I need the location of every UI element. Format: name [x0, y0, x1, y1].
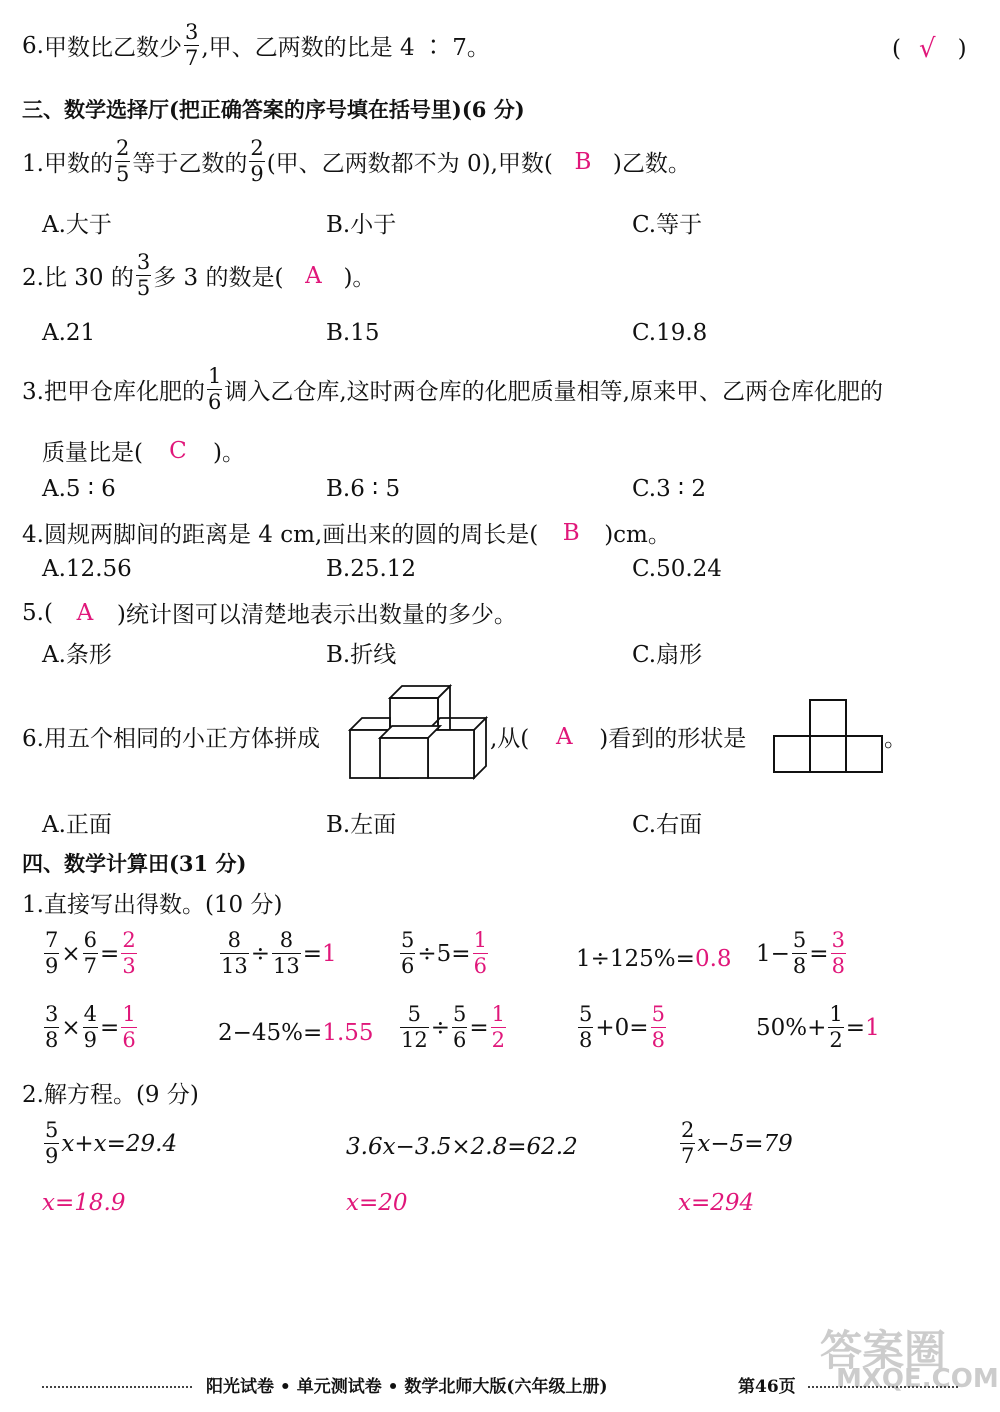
- question-3: 3.把甲仓库化肥的 $\frac{1}{6}$ 调入乙仓库,这时两仓库的化肥质量相等,原来甲、乙两仓库化肥的: [22, 364, 883, 414]
- question-6: 6.用五个相同的小正方体拼成: [22, 726, 320, 752]
- fraction: $\frac{2}{5}$: [115, 136, 130, 186]
- option-b: B.折线: [326, 642, 397, 668]
- answer: A: [555, 723, 573, 750]
- item-number: 6.: [22, 32, 44, 59]
- item-text-pre: 甲数比乙数少: [43, 35, 182, 61]
- option-c: C.50.24: [632, 556, 722, 582]
- answer: 1: [322, 940, 337, 967]
- question-1: 1.甲数的 $\frac{2}{5}$ 等于乙数的 $\frac{2}{9}$ (甲、乙两数都不为 0),甲数( B )乙数。: [22, 136, 691, 186]
- answer: $\frac{2}{3}$: [122, 928, 136, 978]
- option-c: C.19.8: [632, 320, 708, 346]
- option-c: C.3 ∶ 2: [632, 476, 706, 502]
- option-a: A.21: [42, 320, 96, 346]
- option-b: B.15: [326, 320, 380, 346]
- answer: 1.55: [322, 1020, 374, 1046]
- answer: C: [169, 437, 187, 464]
- calc-r2c3: $\frac{5}{12}$ ÷ $\frac{5}{6}$ = $\frac{1}{2}$: [401, 1002, 506, 1052]
- option-a: A.正面: [42, 812, 112, 838]
- option-b: B.小于: [326, 212, 397, 238]
- footer-title: 阳光试卷 • 单元测试卷 • 数学北师大版(六年级上册): [206, 1377, 608, 1397]
- fraction: $\frac{2}{9}$: [250, 136, 264, 186]
- fraction: $\frac{1}{6}$: [207, 364, 222, 414]
- question-4: 4.圆规两脚间的距离是 4 cm,画出来的圆的周长是( B )cm。: [22, 519, 671, 548]
- answer: $\frac{1}{6}$: [122, 1002, 136, 1052]
- option-c: C.等于: [632, 212, 703, 238]
- subsection-2-title: 2.解方程。(9 分): [22, 1082, 199, 1108]
- page-number: 第46页: [738, 1377, 796, 1397]
- calc-r1c2: $\frac{8}{13}$ ÷ $\frac{8}{13}$ = 1: [221, 928, 337, 978]
- calc-r1c4: 1÷125% = 0.8: [576, 946, 732, 972]
- question-6-tail: ,从( A )看到的形状是: [490, 723, 747, 752]
- calc-r1c5: 1− $\frac{5}{8}$ = $\frac{3}{8}$: [756, 928, 845, 978]
- calc-r2c1: $\frac{3}{8}$ × $\frac{4}{9}$ = $\frac{1}{6}$: [45, 1002, 136, 1052]
- option-a: A.大于: [42, 212, 112, 238]
- cube-figure-icon: [348, 682, 488, 782]
- period: 。: [884, 726, 907, 752]
- option-c: C.右面: [632, 812, 703, 838]
- calc-r2c2: 2−45% = 1.55: [218, 1020, 374, 1046]
- equation-3: $\frac{2}{7}$ x−5=79: [681, 1118, 793, 1168]
- answer: 1: [865, 1014, 880, 1041]
- answer: A: [76, 599, 94, 626]
- calc-r2c5: 50%+ $\frac{1}{2}$ = 1: [756, 1002, 880, 1052]
- view-shape-icon: [772, 698, 884, 774]
- question-5: 5.( A )统计图可以清楚地表示出数量的多少。: [22, 599, 517, 628]
- answer: $\frac{1}{2}$: [491, 1002, 506, 1052]
- calc-r1c3: $\frac{5}{6}$ ÷5 = $\frac{1}{6}$: [401, 928, 487, 978]
- footer-dots-right: [808, 1386, 958, 1388]
- equation-2: 3.6x−3.5×2.8=62.2: [346, 1134, 578, 1160]
- answer: B: [574, 148, 592, 175]
- answer: A: [305, 262, 322, 289]
- answer: $\frac{1}{6}$: [473, 928, 487, 978]
- equation-1: $\frac{5}{9}$ x+x=29.4: [45, 1118, 178, 1168]
- equation-1-answer: x=18.9: [42, 1190, 126, 1216]
- option-b: B.25.12: [326, 556, 417, 582]
- option-a: A.条形: [42, 642, 112, 668]
- option-c: C.扇形: [632, 642, 703, 668]
- option-b: B.左面: [326, 812, 397, 838]
- part2-item6: [22, 22, 490, 69]
- watermark-logo: 答案圈: [820, 1326, 947, 1375]
- check-mark-icon: √: [918, 34, 936, 64]
- fraction: $\frac{3}{5}$: [136, 250, 151, 300]
- calc-r1c1: $\frac{7}{9}$ × $\frac{6}{7}$ = $\frac{2}{3}$: [45, 928, 136, 978]
- fraction: $\frac{3}{7}$: [184, 20, 199, 70]
- option-a: A.12.56: [42, 556, 132, 582]
- question-3-line2: 质量比是( C )。: [42, 437, 245, 466]
- footer-dots-left: [42, 1386, 192, 1388]
- option-b: B.6 ∶ 5: [326, 476, 401, 502]
- option-a: A.5 ∶ 6: [42, 476, 116, 502]
- answer: 0.8: [694, 946, 732, 972]
- answer: B: [562, 519, 580, 546]
- equation-2-answer: x=20: [346, 1190, 408, 1216]
- watermark-url: MXQE.COM: [836, 1364, 999, 1394]
- question-2: 2.比 30 的 $\frac{3}{5}$ 多 3 的数是( A )。: [22, 250, 376, 300]
- calc-r2c4: $\frac{5}{8}$ +0 = $\frac{5}{8}$: [579, 1002, 665, 1052]
- subsection-1-title: 1.直接写出得数。(10 分): [22, 892, 283, 918]
- equation-3-answer: x=294: [678, 1190, 755, 1216]
- section4-title: 四、数学计算田(31 分): [22, 851, 247, 876]
- answer: $\frac{3}{8}$: [831, 928, 845, 978]
- item-text-post: ,甲、乙两数的比是 4 ∶ 7。: [201, 35, 490, 61]
- true-false-answer: ( √ ): [892, 34, 967, 64]
- answer: $\frac{5}{8}$: [651, 1002, 665, 1052]
- section3-title: 三、数学选择厅(把正确答案的序号填在括号里)(6 分): [22, 97, 525, 122]
